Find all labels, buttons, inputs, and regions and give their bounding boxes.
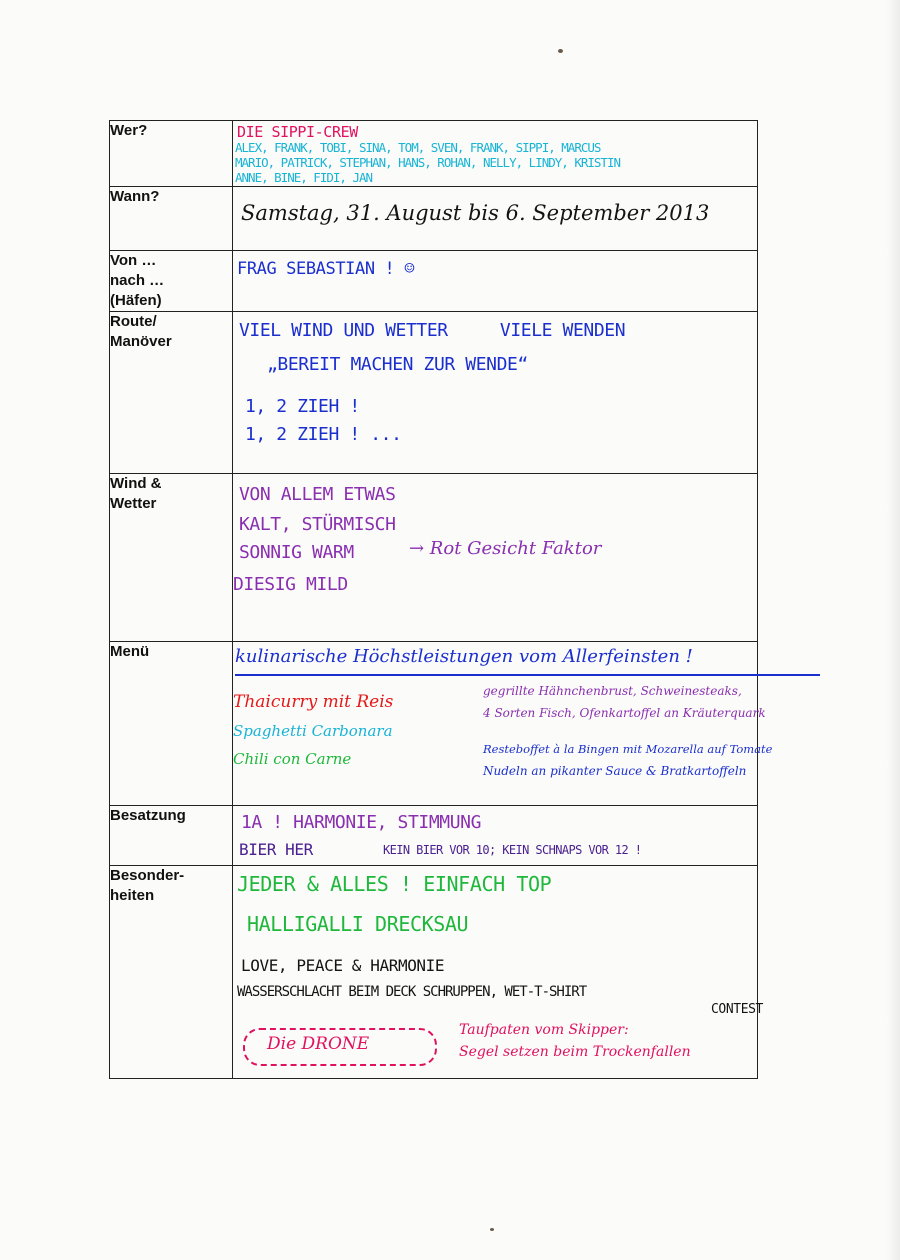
handwritten-line: Nudeln an pikanter Sauce & Bratkartoffeln bbox=[483, 764, 747, 778]
row-value bbox=[233, 474, 758, 642]
handwritten-line: HALLIGALLI DRECKSAU bbox=[247, 912, 469, 936]
handwritten-line: SONNIG WARM bbox=[239, 542, 354, 563]
handwritten-line: Thaicurry mit Reis bbox=[233, 692, 394, 712]
row-von-nach bbox=[110, 251, 758, 312]
row-value bbox=[233, 312, 758, 474]
handwritten-line: kulinarische Höchstleistungen vom Allerfeinsten ! bbox=[235, 646, 693, 667]
underline-stroke bbox=[235, 674, 820, 676]
row-value bbox=[233, 866, 763, 1079]
handwritten-line: 1, 2 ZIEH ! bbox=[245, 396, 360, 417]
handwritten-line: VIEL WIND UND WETTER VIELE WENDEN bbox=[239, 320, 626, 341]
row-label: Menü bbox=[110, 642, 233, 806]
handwritten-line: „BEREIT MACHEN ZUR WENDE“ bbox=[267, 354, 528, 375]
handwritten-line: LOVE, PEACE & HARMONIE bbox=[241, 956, 445, 975]
row-menue bbox=[110, 642, 758, 806]
paper-speck bbox=[490, 1228, 494, 1231]
row-value bbox=[233, 251, 758, 312]
crew-report-form bbox=[109, 120, 773, 1079]
row-label: Besatzung bbox=[110, 806, 233, 866]
handwritten-line: WASSERSCHLACHT BEIM DECK SCHRUPPEN, WET-T-SHIRT bbox=[237, 984, 587, 1000]
handwritten-line: → Rot Gesicht Faktor bbox=[409, 538, 602, 559]
handwritten-line: BIER HER bbox=[239, 840, 313, 859]
row-value bbox=[233, 642, 773, 806]
handwritten-line: Samstag, 31. August bis 6. September 2013 bbox=[241, 201, 710, 225]
handwritten-line: 4 Sorten Fisch, Ofenkartoffel an Kräuterquark bbox=[483, 706, 766, 720]
row-label: Wind & Wetter bbox=[110, 474, 233, 642]
row-label: Besonder- heiten bbox=[110, 866, 233, 1079]
row-label: Wann? bbox=[110, 187, 233, 251]
handwritten-line: ALEX, FRANK, TOBI, SINA, TOM, SVEN, FRANK, SIPPI, MARCUS bbox=[235, 140, 601, 155]
handwritten-line: KEIN BIER VOR 10; KEIN SCHNAPS VOR 12 ! bbox=[383, 843, 642, 857]
handwritten-line: VON ALLEM ETWAS bbox=[239, 484, 396, 505]
row-value bbox=[233, 121, 758, 187]
row-label: Wer? bbox=[110, 121, 233, 187]
handwritten-line: Resteboffet à la Bingen mit Mozarella auf Tomate bbox=[483, 742, 773, 756]
handwritten-line: DIESIG MILD bbox=[233, 574, 348, 595]
handwritten-line: ANNE, BINE, FIDI, JAN bbox=[235, 170, 373, 185]
row-besatzung bbox=[110, 806, 758, 866]
handwritten-line: 1A ! HARMONIE, STIMMUNG bbox=[241, 812, 482, 833]
page-edge-shadow bbox=[886, 0, 900, 1260]
handwritten-line: FRAG SEBASTIAN ! ☺ bbox=[237, 259, 415, 279]
row-value bbox=[233, 806, 758, 866]
handwritten-line: JEDER & ALLES ! EINFACH TOP bbox=[237, 872, 552, 896]
paper-speck bbox=[558, 49, 563, 53]
row-route-manoever bbox=[110, 312, 758, 474]
row-value bbox=[233, 187, 758, 251]
handwritten-line: Die DRONE bbox=[267, 1034, 370, 1054]
handwritten-line: Spaghetti Carbonara bbox=[233, 722, 393, 740]
handwritten-line: Segel setzen beim Trockenfallen bbox=[459, 1044, 691, 1060]
row-besonderheiten bbox=[110, 866, 758, 1079]
handwritten-line: MARIO, PATRICK, STEPHAN, HANS, ROHAN, NELLY, LINDY, KRISTIN bbox=[235, 155, 621, 170]
handwritten-line: Chili con Carne bbox=[233, 750, 352, 768]
row-wann bbox=[110, 187, 758, 251]
handwritten-line: KALT, STÜRMISCH bbox=[239, 514, 396, 535]
row-label: Von … nach … (Häfen) bbox=[110, 251, 233, 312]
handwritten-line: 1, 2 ZIEH ! ... bbox=[245, 424, 402, 445]
row-wer bbox=[110, 121, 758, 187]
handwritten-line: CONTEST bbox=[711, 1002, 763, 1017]
handwritten-line: DIE SIPPI-CREW bbox=[237, 123, 358, 141]
row-wind-wetter bbox=[110, 474, 758, 642]
handwritten-line: gegrillte Hähnchenbrust, Schweinesteaks, bbox=[483, 684, 742, 698]
row-label: Route/ Manöver bbox=[110, 312, 233, 474]
handwritten-line: Taufpaten vom Skipper: bbox=[459, 1022, 629, 1038]
